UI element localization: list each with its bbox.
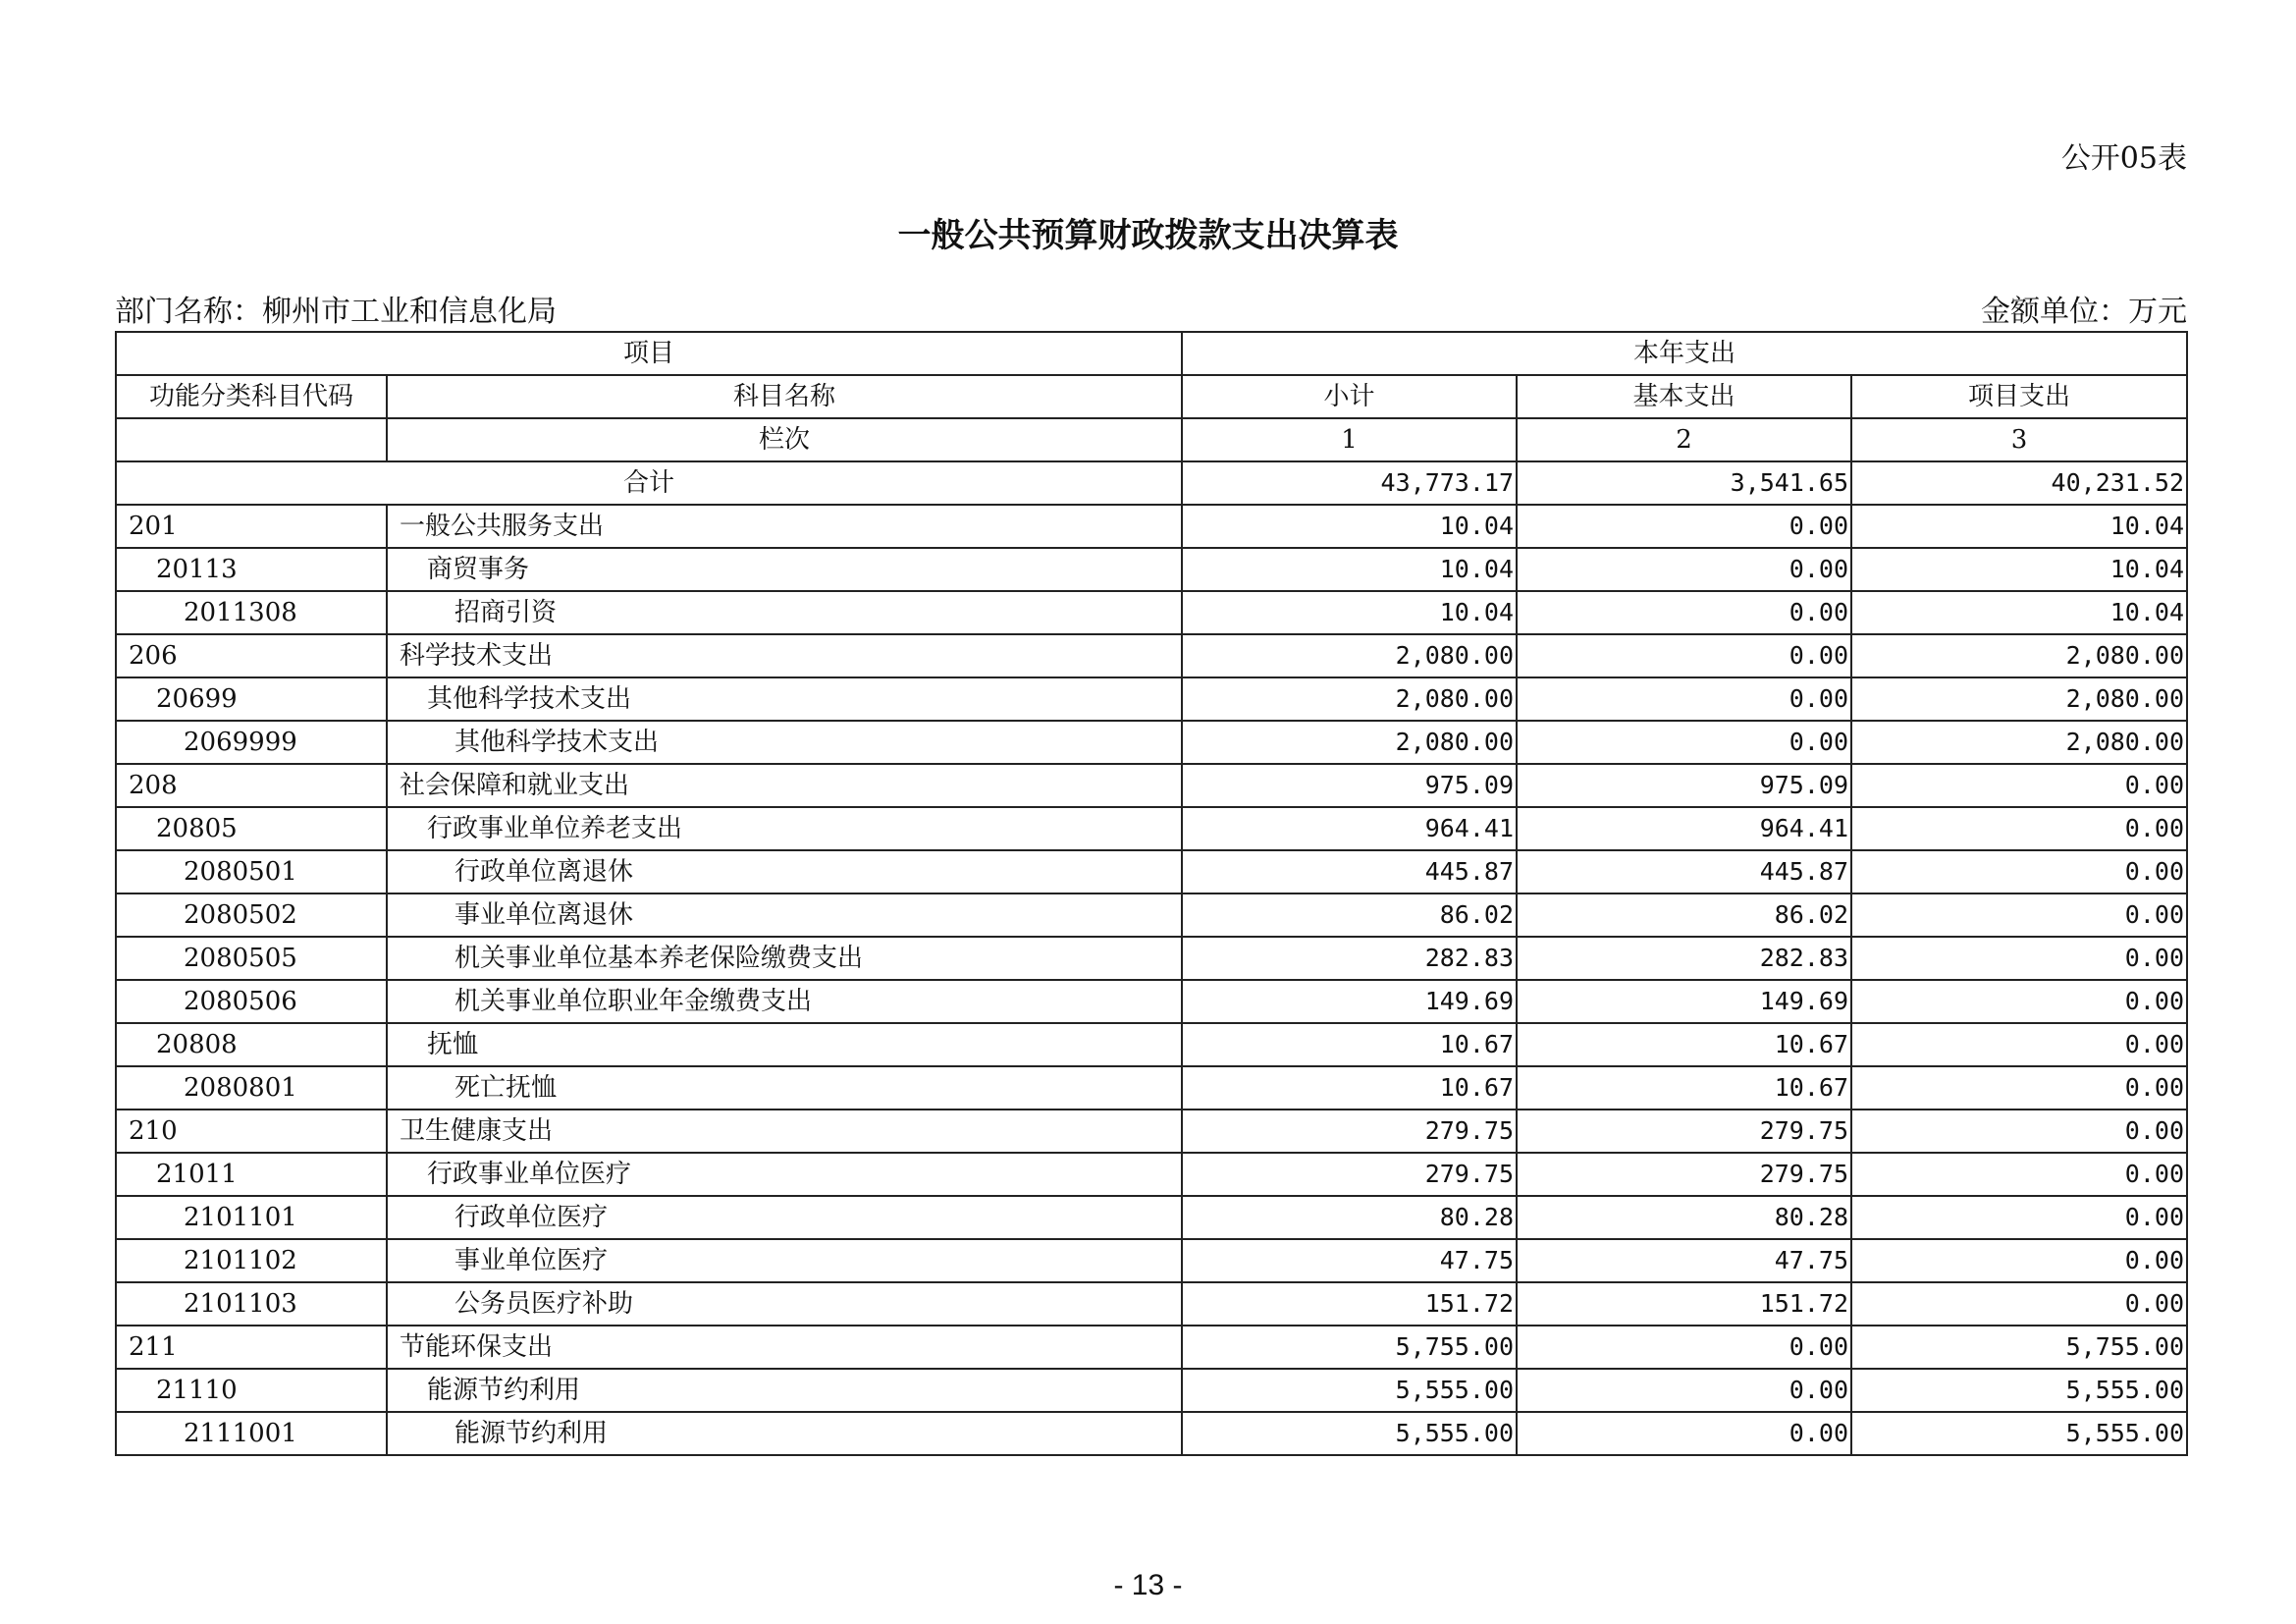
row-name: 其他科学技术支出 [387, 677, 1182, 721]
row-project: 0.00 [1851, 937, 2187, 980]
row-code: 2080501 [116, 850, 387, 893]
table-row [116, 1369, 2187, 1412]
row-name: 其他科学技术支出 [387, 721, 1182, 764]
row-code: 201 [116, 505, 387, 548]
header-col1: 1 [1182, 418, 1517, 461]
row-name: 机关事业单位基本养老保险缴费支出 [387, 937, 1182, 980]
row-code: 210 [116, 1110, 387, 1153]
row-subtotal: 5,555.00 [1182, 1412, 1517, 1455]
row-name: 能源节约利用 [387, 1412, 1182, 1455]
header-project-expense: 项目支出 [1851, 375, 2187, 418]
row-basic: 282.83 [1517, 937, 1851, 980]
row-code: 20699 [116, 677, 387, 721]
row-project: 5,555.00 [1851, 1369, 2187, 1412]
header-row-1 [116, 332, 2187, 375]
row-basic: 47.75 [1517, 1239, 1851, 1282]
row-subtotal: 80.28 [1182, 1196, 1517, 1239]
header-basic: 基本支出 [1517, 375, 1851, 418]
row-code: 20805 [116, 807, 387, 850]
row-subtotal: 279.75 [1182, 1110, 1517, 1153]
row-name: 事业单位医疗 [387, 1239, 1182, 1282]
table-row [116, 893, 2187, 937]
row-name: 行政单位医疗 [387, 1196, 1182, 1239]
row-subtotal: 964.41 [1182, 807, 1517, 850]
row-code: 2080502 [116, 893, 387, 937]
row-project: 0.00 [1851, 1023, 2187, 1066]
row-name: 行政事业单位医疗 [387, 1153, 1182, 1196]
row-subtotal: 282.83 [1182, 937, 1517, 980]
row-name: 招商引资 [387, 591, 1182, 634]
table-row [116, 850, 2187, 893]
table-row [116, 1196, 2187, 1239]
row-name: 商贸事务 [387, 548, 1182, 591]
row-basic: 445.87 [1517, 850, 1851, 893]
table-row [116, 548, 2187, 591]
row-project: 10.04 [1851, 505, 2187, 548]
row-project: 5,755.00 [1851, 1326, 2187, 1369]
total-label: 合计 [116, 461, 1182, 505]
row-subtotal: 47.75 [1182, 1239, 1517, 1282]
header-empty-cell [116, 418, 387, 461]
row-code: 2080506 [116, 980, 387, 1023]
total-project: 40,231.52 [1851, 461, 2187, 505]
row-code: 21011 [116, 1153, 387, 1196]
page-number: - 13 - [1113, 1569, 1183, 1601]
table-row [116, 1023, 2187, 1066]
expenditure-table [115, 331, 2188, 1456]
row-code: 2101102 [116, 1239, 387, 1282]
header-row-3 [116, 418, 2187, 461]
row-code: 2011308 [116, 591, 387, 634]
row-project: 0.00 [1851, 1066, 2187, 1110]
table-row [116, 937, 2187, 980]
row-code: 208 [116, 764, 387, 807]
header-col3: 3 [1851, 418, 2187, 461]
table-row [116, 634, 2187, 677]
row-code: 21110 [116, 1369, 387, 1412]
row-project: 2,080.00 [1851, 721, 2187, 764]
header-current-year: 本年支出 [1182, 332, 2187, 375]
row-basic: 0.00 [1517, 505, 1851, 548]
row-name: 死亡抚恤 [387, 1066, 1182, 1110]
row-code: 2101101 [116, 1196, 387, 1239]
table-row [116, 677, 2187, 721]
row-code: 206 [116, 634, 387, 677]
row-code: 2111001 [116, 1412, 387, 1455]
row-basic: 0.00 [1517, 548, 1851, 591]
table-row [116, 1282, 2187, 1326]
row-subtotal: 10.67 [1182, 1023, 1517, 1066]
header-project: 项目 [116, 332, 1182, 375]
row-basic: 0.00 [1517, 721, 1851, 764]
row-project: 0.00 [1851, 980, 2187, 1023]
table-row [116, 764, 2187, 807]
row-project: 5,555.00 [1851, 1412, 2187, 1455]
header-name: 科目名称 [387, 375, 1182, 418]
row-name: 能源节约利用 [387, 1369, 1182, 1412]
row-subtotal: 151.72 [1182, 1282, 1517, 1326]
row-project: 0.00 [1851, 1110, 2187, 1153]
row-subtotal: 975.09 [1182, 764, 1517, 807]
row-name: 事业单位离退休 [387, 893, 1182, 937]
row-name: 科学技术支出 [387, 634, 1182, 677]
row-basic: 0.00 [1517, 1326, 1851, 1369]
row-project: 0.00 [1851, 764, 2187, 807]
row-basic: 279.75 [1517, 1110, 1851, 1153]
header-column-label: 栏次 [387, 418, 1182, 461]
row-project: 10.04 [1851, 548, 2187, 591]
table-row [116, 1239, 2187, 1282]
row-code: 2101103 [116, 1282, 387, 1326]
row-subtotal: 2,080.00 [1182, 634, 1517, 677]
table-row [116, 1066, 2187, 1110]
row-code: 2080801 [116, 1066, 387, 1110]
row-basic: 0.00 [1517, 591, 1851, 634]
row-project: 2,080.00 [1851, 634, 2187, 677]
row-name: 公务员医疗补助 [387, 1282, 1182, 1326]
row-code: 20808 [116, 1023, 387, 1066]
header-row-2 [116, 375, 2187, 418]
table-row [116, 591, 2187, 634]
row-subtotal: 2,080.00 [1182, 677, 1517, 721]
amount-unit: 金额单位：万元 [1981, 295, 2187, 329]
row-name: 一般公共服务支出 [387, 505, 1182, 548]
row-project: 0.00 [1851, 807, 2187, 850]
row-basic: 80.28 [1517, 1196, 1851, 1239]
row-basic: 149.69 [1517, 980, 1851, 1023]
row-code: 2080505 [116, 937, 387, 980]
header-col2: 2 [1517, 418, 1851, 461]
row-subtotal: 279.75 [1182, 1153, 1517, 1196]
table-row [116, 1153, 2187, 1196]
row-name: 抚恤 [387, 1023, 1182, 1066]
table-row [116, 1412, 2187, 1455]
row-subtotal: 10.67 [1182, 1066, 1517, 1110]
page-title: 一般公共预算财政拨款支出决算表 [897, 216, 1399, 255]
row-subtotal: 86.02 [1182, 893, 1517, 937]
table-row [116, 807, 2187, 850]
row-project: 10.04 [1851, 591, 2187, 634]
row-name: 行政事业单位养老支出 [387, 807, 1182, 850]
header-subtotal: 小计 [1182, 375, 1517, 418]
table-row [116, 505, 2187, 548]
department-name: 部门名称：柳州市工业和信息化局 [115, 295, 557, 329]
row-subtotal: 10.04 [1182, 591, 1517, 634]
row-subtotal: 10.04 [1182, 505, 1517, 548]
row-name: 社会保障和就业支出 [387, 764, 1182, 807]
row-basic: 964.41 [1517, 807, 1851, 850]
row-basic: 151.72 [1517, 1282, 1851, 1326]
row-name: 行政单位离退休 [387, 850, 1182, 893]
row-code: 211 [116, 1326, 387, 1369]
table-row [116, 721, 2187, 764]
row-basic: 0.00 [1517, 1369, 1851, 1412]
row-code: 20113 [116, 548, 387, 591]
row-project: 0.00 [1851, 850, 2187, 893]
row-project: 0.00 [1851, 893, 2187, 937]
total-row [116, 461, 2187, 505]
table-row [116, 980, 2187, 1023]
table-row [116, 1326, 2187, 1369]
row-project: 0.00 [1851, 1153, 2187, 1196]
header-code: 功能分类科目代码 [116, 375, 387, 418]
row-basic: 975.09 [1517, 764, 1851, 807]
row-name: 节能环保支出 [387, 1326, 1182, 1369]
row-basic: 0.00 [1517, 634, 1851, 677]
row-code: 2069999 [116, 721, 387, 764]
total-subtotal: 43,773.17 [1182, 461, 1517, 505]
table-row [116, 1110, 2187, 1153]
row-subtotal: 5,755.00 [1182, 1326, 1517, 1369]
row-basic: 86.02 [1517, 893, 1851, 937]
row-basic: 10.67 [1517, 1023, 1851, 1066]
row-name: 机关事业单位职业年金缴费支出 [387, 980, 1182, 1023]
row-project: 0.00 [1851, 1282, 2187, 1326]
total-basic: 3,541.65 [1517, 461, 1851, 505]
row-project: 0.00 [1851, 1239, 2187, 1282]
row-subtotal: 149.69 [1182, 980, 1517, 1023]
row-basic: 10.67 [1517, 1066, 1851, 1110]
row-name: 卫生健康支出 [387, 1110, 1182, 1153]
row-subtotal: 2,080.00 [1182, 721, 1517, 764]
row-subtotal: 445.87 [1182, 850, 1517, 893]
row-basic: 0.00 [1517, 1412, 1851, 1455]
row-subtotal: 10.04 [1182, 548, 1517, 591]
row-project: 0.00 [1851, 1196, 2187, 1239]
row-basic: 0.00 [1517, 677, 1851, 721]
row-subtotal: 5,555.00 [1182, 1369, 1517, 1412]
form-id: 公开05表 [2060, 141, 2187, 176]
row-basic: 279.75 [1517, 1153, 1851, 1196]
row-project: 2,080.00 [1851, 677, 2187, 721]
